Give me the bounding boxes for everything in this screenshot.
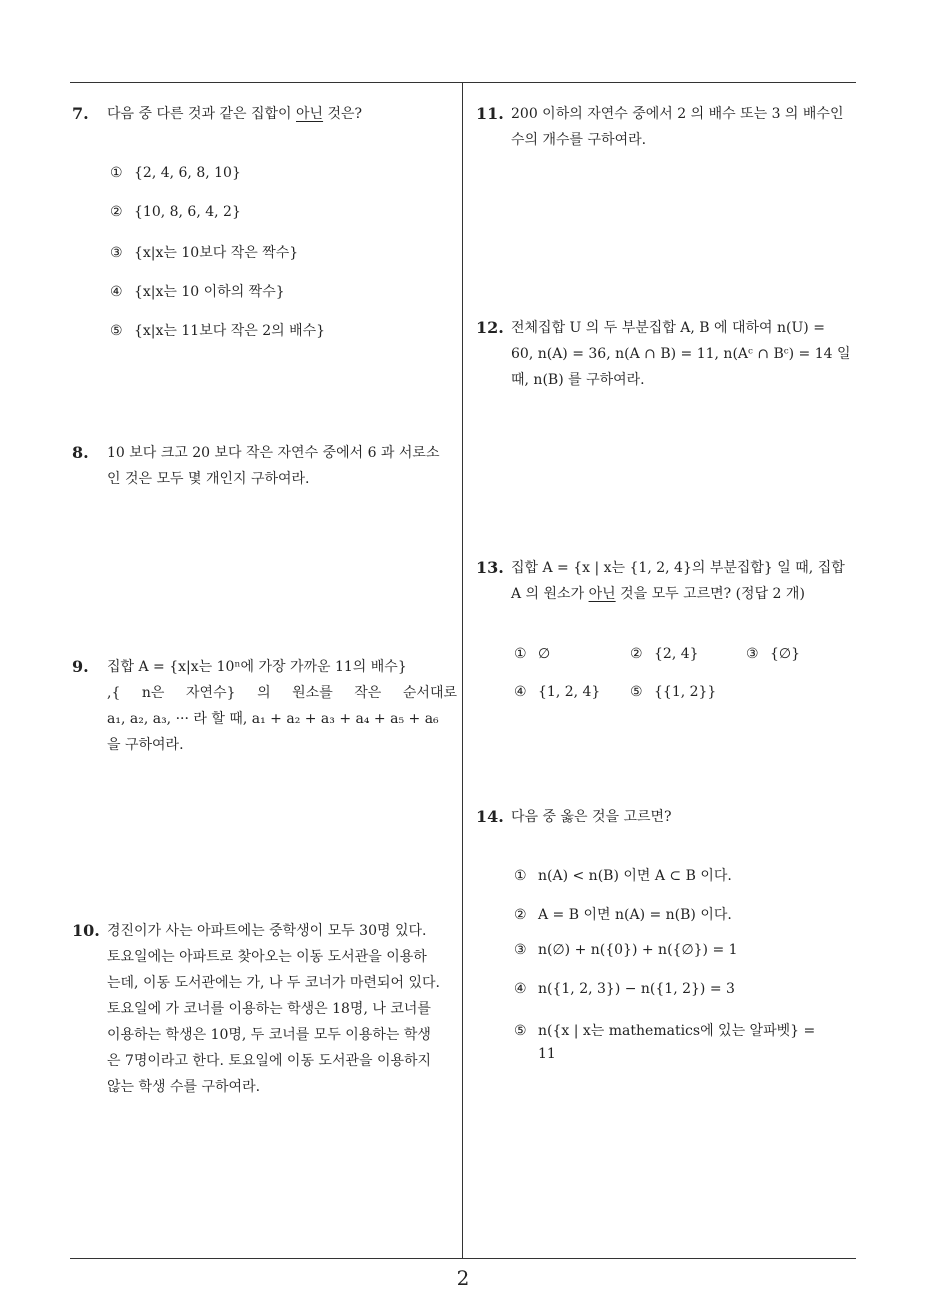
choice-3[interactable]: ③ {∅}	[746, 646, 801, 662]
question-text: 다음 중 옳은 것을 고르면?	[511, 809, 672, 825]
question-text: 경진이가 사는 아파트에는 중학생이 모두 30명 있다. 토요일에는 아파트로 찾아오는 이동 도서관을 이용하 는데, 이동 도서관에는 가, 나 두 코너가 마련되어 있다. 토요일에 가 코너를 이용하는 학생은 18명, 나 코너를 이용하는 학생은 10명, 두 코너를 모두 이용하는 학생 은 7명이라고 한다. 토요일에 이동 도서관을 이용하지 않는 학생 수를 구하여라.	[107, 923, 440, 1095]
top-rule	[70, 82, 856, 83]
bottom-rule	[70, 1258, 856, 1259]
choice-2[interactable]: ② A = B 이면 n(A) = n(B) 이다.	[514, 907, 732, 923]
choice-4[interactable]: ④ n({1, 2, 3}) − n({1, 2}) = 3	[514, 981, 735, 997]
choice-2[interactable]: ② {2, 4}	[630, 646, 699, 662]
choice-5[interactable]: ⑤ n({x | x는 mathematics에 있는 알파벳} =	[514, 1023, 816, 1039]
question-text: 전체집합 U 의 두 부분집합 A, B 에 대하여 n(U) = 60, n(A) = 36, n(A ∩ B) = 11, n(Aᶜ ∩ Bᶜ) = 14 일 때, n(B) 를 구하여라.	[511, 320, 851, 388]
question-text: 다음 중 다른 것과 같은 집합이 아닌 것은?	[107, 106, 363, 122]
question-10	[72, 918, 457, 1100]
choice-1[interactable]: ① ∅	[514, 646, 551, 662]
choice-3[interactable]: ③ n(∅) + n({0}) + n({∅}) = 1	[514, 942, 738, 958]
question-14	[476, 804, 861, 830]
question-number: 10.	[72, 921, 100, 940]
choice-1[interactable]: ① {2, 4, 6, 8, 10}	[110, 165, 241, 181]
choice-5[interactable]: ⑤ {{1, 2}}	[630, 684, 717, 700]
column-divider	[462, 82, 463, 1258]
underlined-word: 아닌	[296, 106, 324, 122]
question-text: 집합 A = {x | x는 {1, 2, 4}의 부분집합} 일 때, 집합 A 의 원소가 아닌 것을 모두 고르면? (정답 2 개)	[511, 560, 845, 602]
question-11	[476, 101, 861, 153]
question-number: 13.	[476, 558, 504, 577]
question-number: 11.	[476, 104, 504, 123]
underlined-word: 아닌	[588, 586, 616, 602]
page-number: 2	[456, 1266, 470, 1290]
question-13	[476, 555, 861, 607]
question-9	[72, 654, 457, 758]
question-number: 8.	[72, 443, 89, 462]
choice-4[interactable]: ④ {1, 2, 4}	[514, 684, 601, 700]
choice-4[interactable]: ④ {x|x는 10 이하의 짝수}	[110, 284, 285, 300]
question-number: 14.	[476, 807, 504, 826]
choice-5[interactable]: ⑤ {x|x는 11보다 작은 2의 배수}	[110, 323, 326, 339]
question-number: 12.	[476, 318, 504, 337]
question-12	[476, 315, 861, 393]
question-number: 9.	[72, 657, 89, 676]
question-number: 7.	[72, 104, 89, 123]
question-text: 집합 A = {x|x는 10ⁿ에 가장 가까운 11의 배수} ,{ n은 자연수} 의 원소를 작은 순서대로 a₁, a₂, a₃, ··· 라 할 때, a₁ + a₂ + a₃ + a₄ + a₅ + a₆ 을 구하여라.	[107, 659, 457, 753]
choice-3[interactable]: ③ {x|x는 10보다 작은 짝수}	[110, 245, 299, 261]
choice-5-continuation: 11	[538, 1046, 556, 1062]
question-8	[72, 440, 457, 492]
question-text: 200 이하의 자연수 중에서 2 의 배수 또는 3 의 배수인 수의 개수를 구하여라.	[511, 106, 844, 148]
question-text: 10 보다 크고 20 보다 작은 자연수 중에서 6 과 서로소 인 것은 모두 몇 개인지 구하여라.	[107, 445, 440, 487]
choice-1[interactable]: ① n(A) < n(B) 이면 A ⊂ B 이다.	[514, 868, 732, 884]
question-7	[72, 101, 457, 127]
choice-2[interactable]: ② {10, 8, 6, 4, 2}	[110, 204, 241, 220]
